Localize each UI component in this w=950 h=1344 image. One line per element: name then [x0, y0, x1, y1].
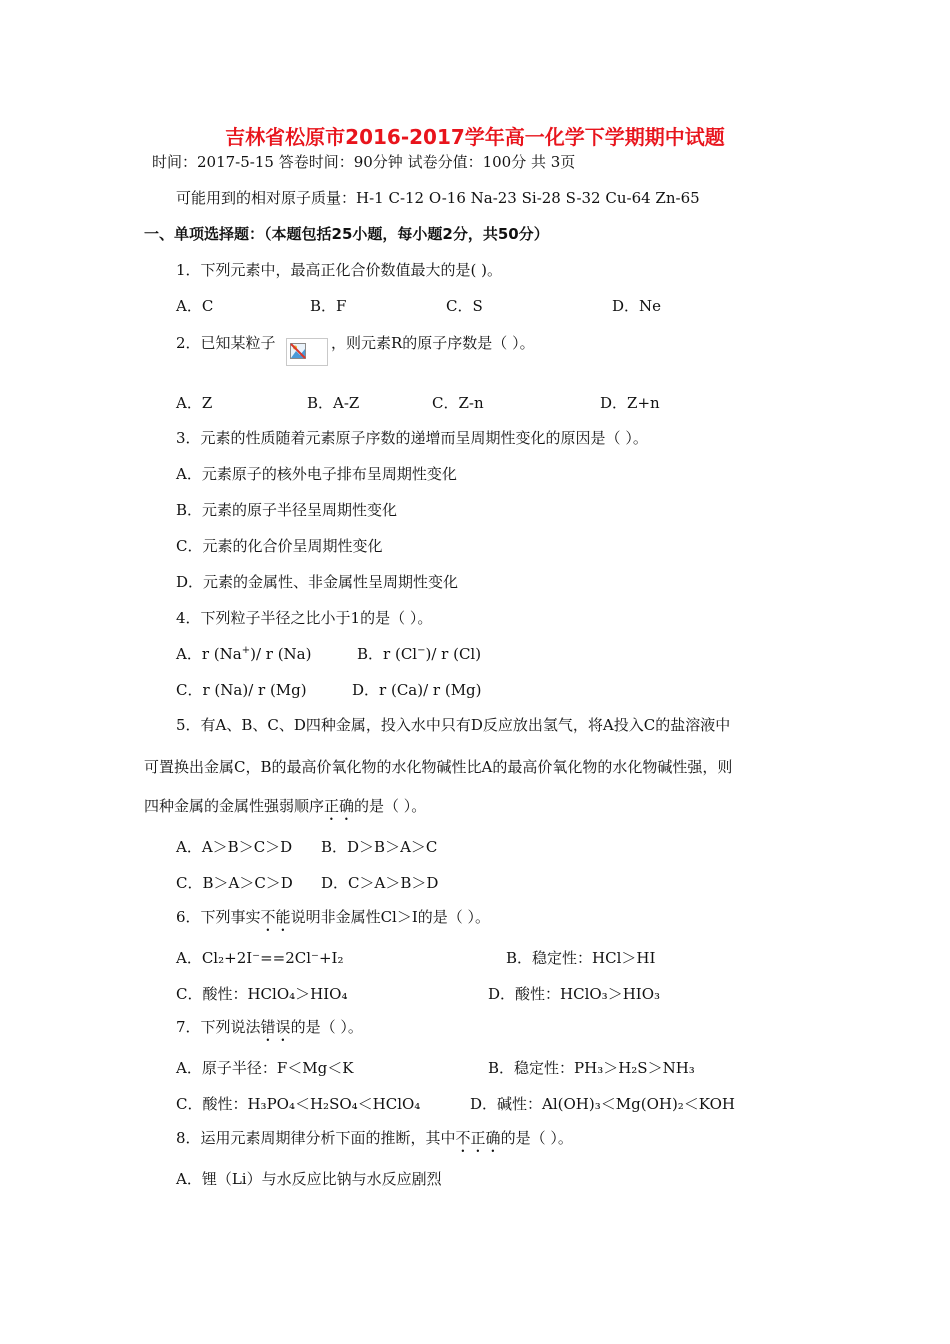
q5-option-c: C．B＞A＞C＞D [176, 874, 293, 892]
q6-option-a: A．Cl₂+2I⁻==2Cl⁻+I₂ [176, 949, 344, 967]
q2-option-a: A．Z [176, 394, 213, 412]
q2-option-d: D．Z+n [600, 394, 660, 412]
q4-option-c: C．r (Na)/ r (Mg) [176, 681, 307, 699]
q2-stem-prefix: 2．已知某粒子 [176, 334, 276, 352]
q8-option-a: A．锂（Li）与水反应比钠与水反应剧烈 [176, 1170, 442, 1188]
q5-stem-line2: 可置换出金属C，B的最高价氧化物的水化物碱性比A的最高价氧化物的水化物碱性强，则 [144, 758, 733, 776]
q2-option-c: C．Z-n [432, 394, 484, 412]
q1-option-d: D．Ne [612, 297, 662, 315]
q6-option-b: B．稳定性：HCl＞HI [506, 949, 656, 967]
q4-option-d: D．r (Ca)/ r (Mg) [352, 681, 482, 699]
q4-stem: 4．下列粒子半径之比小于1的是（ ）。 [176, 609, 433, 627]
q5-option-b: B．D＞B＞A＞C [321, 838, 438, 856]
q8-stem: 8．运用元素周期律分析下面的推断，其中不正确的是（ ）。 [176, 1129, 573, 1147]
q7-option-b: B．稳定性：PH₃＞H₂S＞NH₃ [488, 1059, 695, 1077]
q2-option-b: B．A-Z [307, 394, 360, 412]
section-heading: 一、单项选择题：（本题包括25小题，每小题2分，共50分） [144, 225, 549, 243]
q3-option-c: C．元素的化合价呈周期性变化 [176, 537, 383, 555]
q6-stem: 6．下列事实不能说明非金属性Cl＞I的是（ ）。 [176, 908, 491, 926]
q5-stem-line1: 5．有A、B、C、D四种金属，投入水中只有D反应放出氢气，将A投入C的盐溶液中 [176, 716, 731, 734]
q6-option-d: D．酸性：HClO₃＞HIO₃ [488, 985, 661, 1003]
page-title: 吉林省松原市2016-2017学年高一化学下学期期中试题 [225, 125, 725, 149]
q1-option-a: A．C [176, 297, 214, 315]
q6-option-c: C．酸性：HClO₄＞HIO₄ [176, 985, 348, 1003]
atomic-mass-line: 可能用到的相对原子质量：H-1 C-12 O-16 Na-23 Si-28 S-32 Cu-64 Zn-65 [176, 189, 700, 207]
q7-stem: 7．下列说法错误的是（ ）。 [176, 1018, 363, 1036]
q3-option-d: D．元素的金属性、非金属性呈周期性变化 [176, 573, 459, 591]
broken-image-icon [290, 343, 306, 359]
q4-option-a: A．r (Na+)/ r (Na) [176, 645, 312, 663]
q7-option-a: A．原子半径：F＜Mg＜K [176, 1059, 354, 1077]
q3-stem: 3．元素的性质随着元素原子序数的递增而呈周期性变化的原因是（ ）。 [176, 429, 648, 447]
q1-stem: 1．下列元素中，最高正化合价数值最大的是( )。 [176, 261, 503, 279]
q7-option-d: D．碱性：Al(OH)₃＜Mg(OH)₂＜KOH [470, 1095, 735, 1113]
q3-option-b: B．元素的原子半径呈周期性变化 [176, 501, 398, 519]
particle-image [286, 338, 328, 366]
q5-stem-line3: 四种金属的金属性强弱顺序正确的是（ ）。 [144, 797, 427, 815]
q3-option-a: A．元素原子的核外电子排布呈周期性变化 [176, 465, 457, 483]
q7-option-c: C．酸性：H₃PO₄＜H₂SO₄＜HClO₄ [176, 1095, 421, 1113]
exam-info: 时间：2017-5-15 答卷时间：90分钟 试卷分值：100分 共 3页 [152, 153, 576, 171]
q5-option-d: D．C＞A＞B＞D [321, 874, 439, 892]
q5-option-a: A．A＞B＞C＞D [176, 838, 293, 856]
q2-stem-suffix: ，则元素R的原子序数是（ ）。 [331, 334, 535, 352]
q1-option-b: B．F [310, 297, 347, 315]
q4-option-b: B．r (Cl−)/ r (Cl) [357, 645, 482, 663]
q1-option-c: C．S [446, 297, 483, 315]
